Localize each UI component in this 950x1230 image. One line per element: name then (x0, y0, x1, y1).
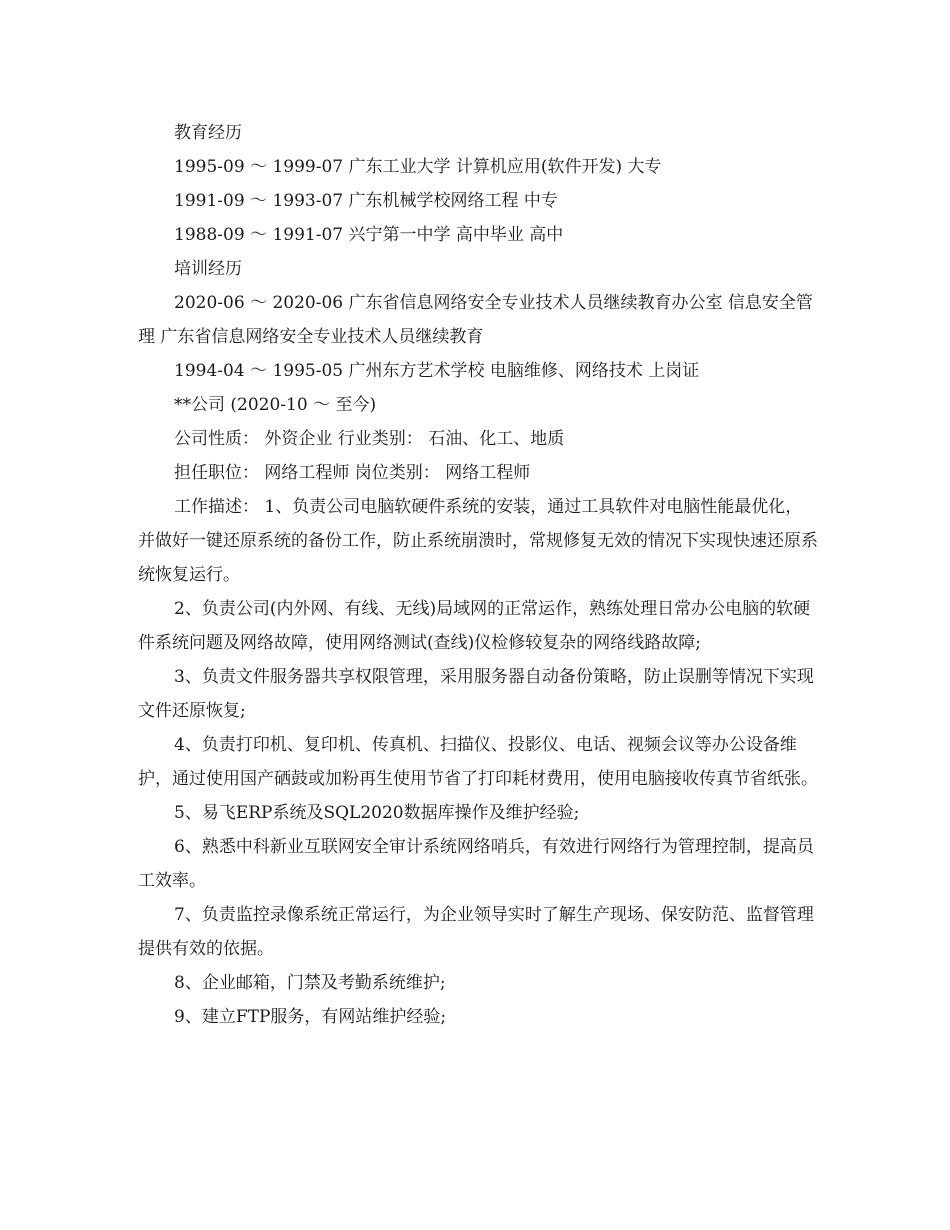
duty-item: 6、熟悉中科新业互联网安全审计系统网络哨兵，有效进行网络行为管理控制，提高员工效率。 (138, 837, 814, 891)
duty-item: 4、负责打印机、复印机、传真机、扫描仪、投影仪、电话、视频会议等办公设备维护，通过使用国产硒鼓或加粉再生使用节省了打印耗材费用，使用电脑接收传真节省纸张。 (138, 735, 818, 789)
education-entry: 1988-09 ～ 1991-07 兴宁第一中学 高中毕业 高中 (174, 225, 564, 245)
document-body (138, 116, 818, 1034)
training-entry: 2020-06 ～ 2020-06 广东省信息网络安全专业技术人员继续教育办公室 信息安全管理 广东省信息网络安全专业技术人员继续教育 (138, 293, 813, 347)
heading-education: 教育经历 (174, 123, 242, 143)
company-header: **公司 (2020-10 ～ 至今) (174, 395, 377, 415)
duty-item: 2、负责公司(内外网、有线、无线)局域网的正常运作，熟练处理日常办公电脑的软硬件系统问题及网络故障，使用网络测试(查线)仪检修较复杂的网络线路故障; (138, 599, 811, 653)
education-entry: 1995-09 ～ 1999-07 广东工业大学 计算机应用(软件开发) 大专 (174, 157, 662, 177)
duty-item: 8、企业邮箱，门禁及考勤系统维护; (174, 973, 446, 993)
job-description: 工作描述： 1、负责公司电脑软硬件系统的安装，通过工具软件对电脑性能最优化，并做好一键还原系统的备份工作，防止系统崩溃时，常规修复无效的情况下实现快速还原系统恢复运行。 (138, 497, 818, 585)
training-entry: 1994-04 ～ 1995-05 广州东方艺术学校 电脑维修、网络技术 上岗证 (174, 361, 700, 381)
duty-item: 9、建立FTP服务，有网站维护经验; (174, 1007, 447, 1027)
duty-item: 5、易飞ERP系统及SQL2020数据库操作及维护经验; (174, 803, 580, 823)
company-nature: 公司性质： 外资企业 行业类别： 石油、化工、地质 (174, 429, 565, 449)
job-position: 担任职位： 网络工程师 岗位类别： 网络工程师 (174, 463, 531, 483)
duty-item: 7、负责监控录像系统正常运行，为企业领导实时了解生产现场、保安防范、监督管理提供有效的依据。 (138, 905, 814, 959)
heading-training: 培训经历 (174, 259, 242, 279)
education-entry: 1991-09 ～ 1993-07 广东机械学校网络工程 中专 (174, 191, 558, 211)
duty-item: 3、负责文件服务器共享权限管理，采用服务器自动备份策略，防止误删等情况下实现文件还原恢复; (138, 667, 814, 721)
